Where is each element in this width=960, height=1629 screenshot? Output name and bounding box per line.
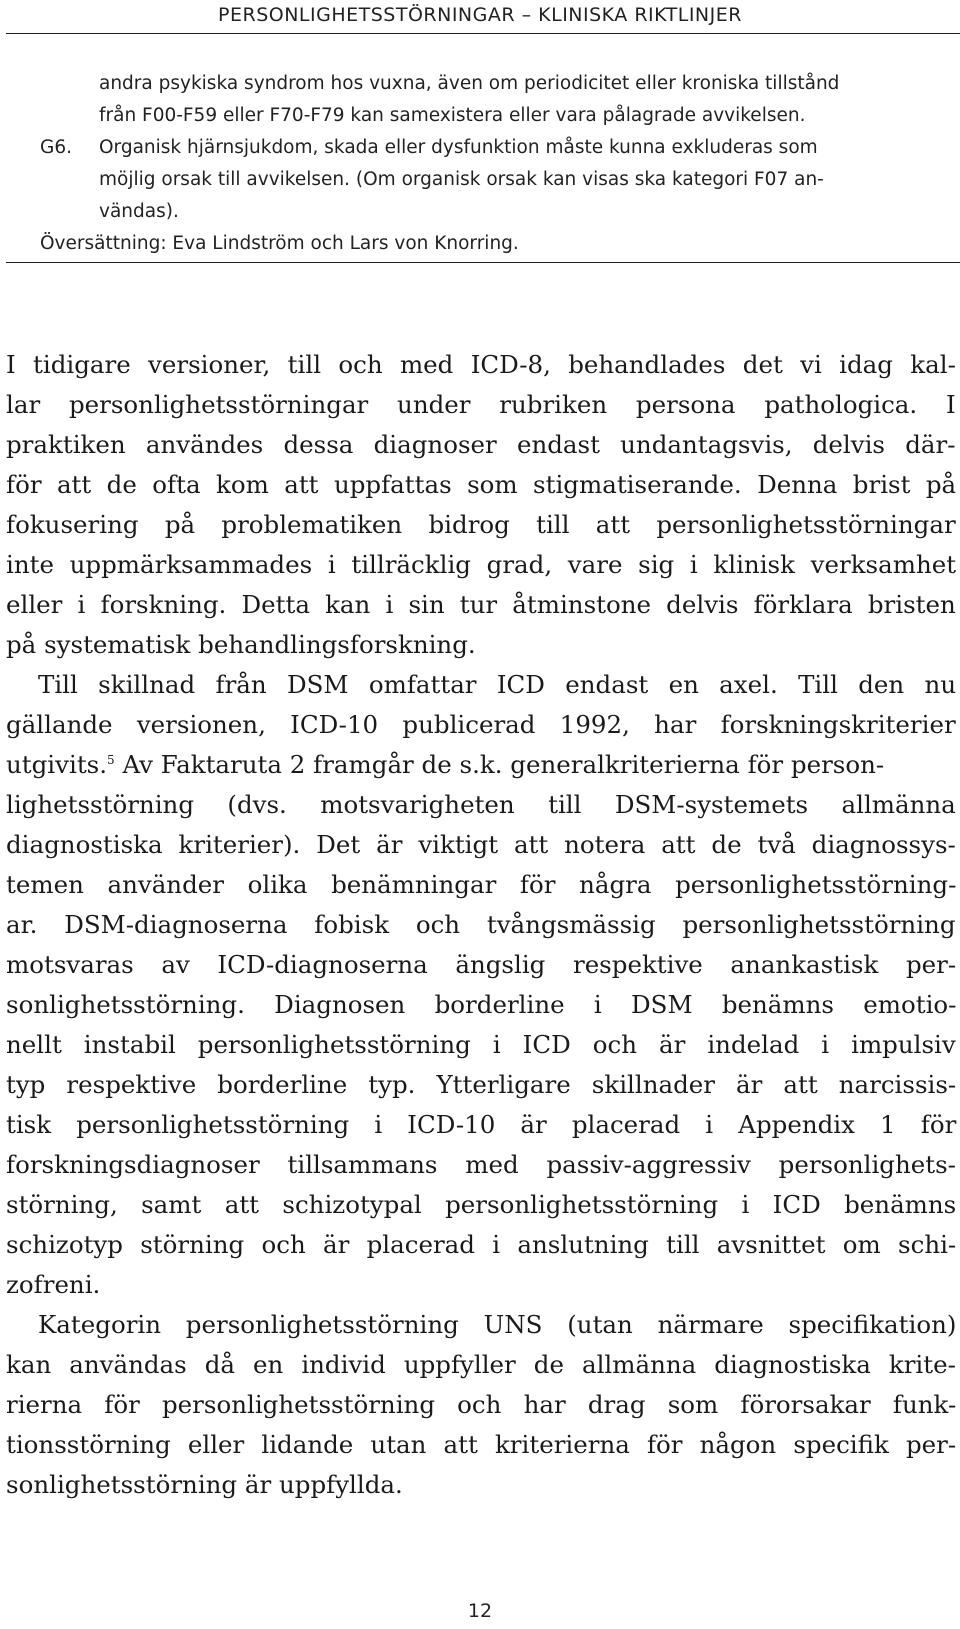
paragraph-line [6, 750, 884, 779]
paragraph-line: schizotyp störning och är placerad i anslutning till avsnittet om schi- [6, 1230, 957, 1259]
paragraph-line: störning, samt att schizotypal personlighetsstörning i ICD benämns [6, 1190, 957, 1219]
paragraph-line: gällande versionen, ICD-10 publicerad 1992, har forskningskriterier [6, 710, 956, 739]
criteria-line: från F00-F59 eller F70-F79 kan samexistera eller vara pålagrade avvikelsen. [99, 105, 806, 126]
criteria-line: vändas). [99, 201, 179, 222]
paragraph-line: praktiken användes dessa diagnoser endast undantagsvis, delvis där- [6, 430, 956, 459]
footnote-ref: 5 [107, 752, 115, 767]
paragraph-line: nellt instabil personlighetsstörning i ICD och är indelad i impulsiv [6, 1030, 956, 1059]
paragraph-line: sonlighetsstörning är uppfyllda. [6, 1470, 403, 1499]
paragraph-line: fokusering på problematiken bidrog till att personlighetsstörningar [6, 510, 956, 539]
paragraph-line: Till skillnad från DSM omfattar ICD endast en axel. Till den nu [38, 670, 957, 699]
paragraph-line: Kategorin personlighetsstörning UNS (utan närmare specifikation) [38, 1310, 957, 1339]
paragraph-line: för att de ofta kom att uppfattas som stigmatiserande. Denna brist på [6, 470, 957, 499]
paragraph-line: kan användas då en individ uppfyller de allmänna diagnostiska krite- [6, 1350, 956, 1379]
header-rule [6, 33, 960, 34]
box-bottom-rule [6, 262, 960, 263]
paragraph-line: typ respektive borderline typ. Ytterligare skillnader är att narcissis- [6, 1070, 957, 1099]
paragraph-line: på systematisk behandlingsforskning. [6, 630, 476, 659]
paragraph-line: inte uppmärksammades i tillräcklig grad, vare sig i klinisk verksamhet [6, 550, 957, 579]
paragraph-line: eller i forskning. Detta kan i sin tur åtminstone delvis förklara bristen [6, 590, 956, 619]
paragraph-line: lar personlighetsstörningar under rubriken persona pathologica. I [6, 390, 956, 419]
paragraph-line: ar. DSM-diagnoserna fobisk och tvångsmässig personlighetsstörning [6, 910, 956, 939]
paragraph-line: lighetsstörning (dvs. motsvarigheten till DSM-systemets allmänna [6, 790, 956, 819]
paragraph-text: Av Faktaruta 2 framgår de s.k. generalkriterierna för person- [114, 750, 885, 779]
criterion-label-g6: G6. [40, 137, 72, 158]
criteria-line: Organisk hjärnsjukdom, skada eller dysfunktion måste kunna exkluderas som [99, 137, 818, 158]
running-title: PERSONLIGHETSSTÖRNINGAR – KLINISKA RIKTLINJER [218, 4, 742, 26]
paragraph-line: tionsstörning eller lidande utan att kriterierna för någon specifik per- [6, 1430, 957, 1459]
criteria-line: andra psykiska syndrom hos vuxna, även om periodicitet eller kroniska tillstånd [99, 73, 840, 94]
translation-credit: Översättning: Eva Lindström och Lars von Knorring. [40, 233, 519, 254]
paragraph-text: utgivits. [6, 750, 108, 779]
page-number: 12 [467, 1600, 493, 1622]
paragraph-line: zofreni. [6, 1270, 101, 1299]
paragraph-line: temen använder olika benämningar för några personlighetsstörning- [6, 870, 957, 899]
paragraph-line: tisk personlighetsstörning i ICD-10 är placerad i Appendix 1 för [6, 1110, 957, 1139]
paragraph-line: rierna för personlighetsstörning och har drag som förorsakar funk- [6, 1390, 957, 1419]
running-header [0, 0, 960, 34]
paragraph-line: forskningsdiagnoser tillsammans med passiv-aggressiv personlighets- [6, 1150, 956, 1179]
criteria-line: möjlig orsak till avvikelsen. (Om organisk orsak kan visas ska kategori F07 an- [99, 169, 824, 190]
paragraph-line: I tidigare versioner, till och med ICD-8, behandlades det vi idag kal- [6, 350, 956, 379]
paragraph-line: diagnostiska kriterier). Det är viktigt att notera att de två diagnossys- [6, 830, 956, 859]
paragraph-line: motsvaras av ICD-diagnoserna ängslig respektive anankastisk per- [6, 950, 957, 979]
paragraph-line: sonlighetsstörning. Diagnosen borderline i DSM benämns emotio- [6, 990, 957, 1019]
